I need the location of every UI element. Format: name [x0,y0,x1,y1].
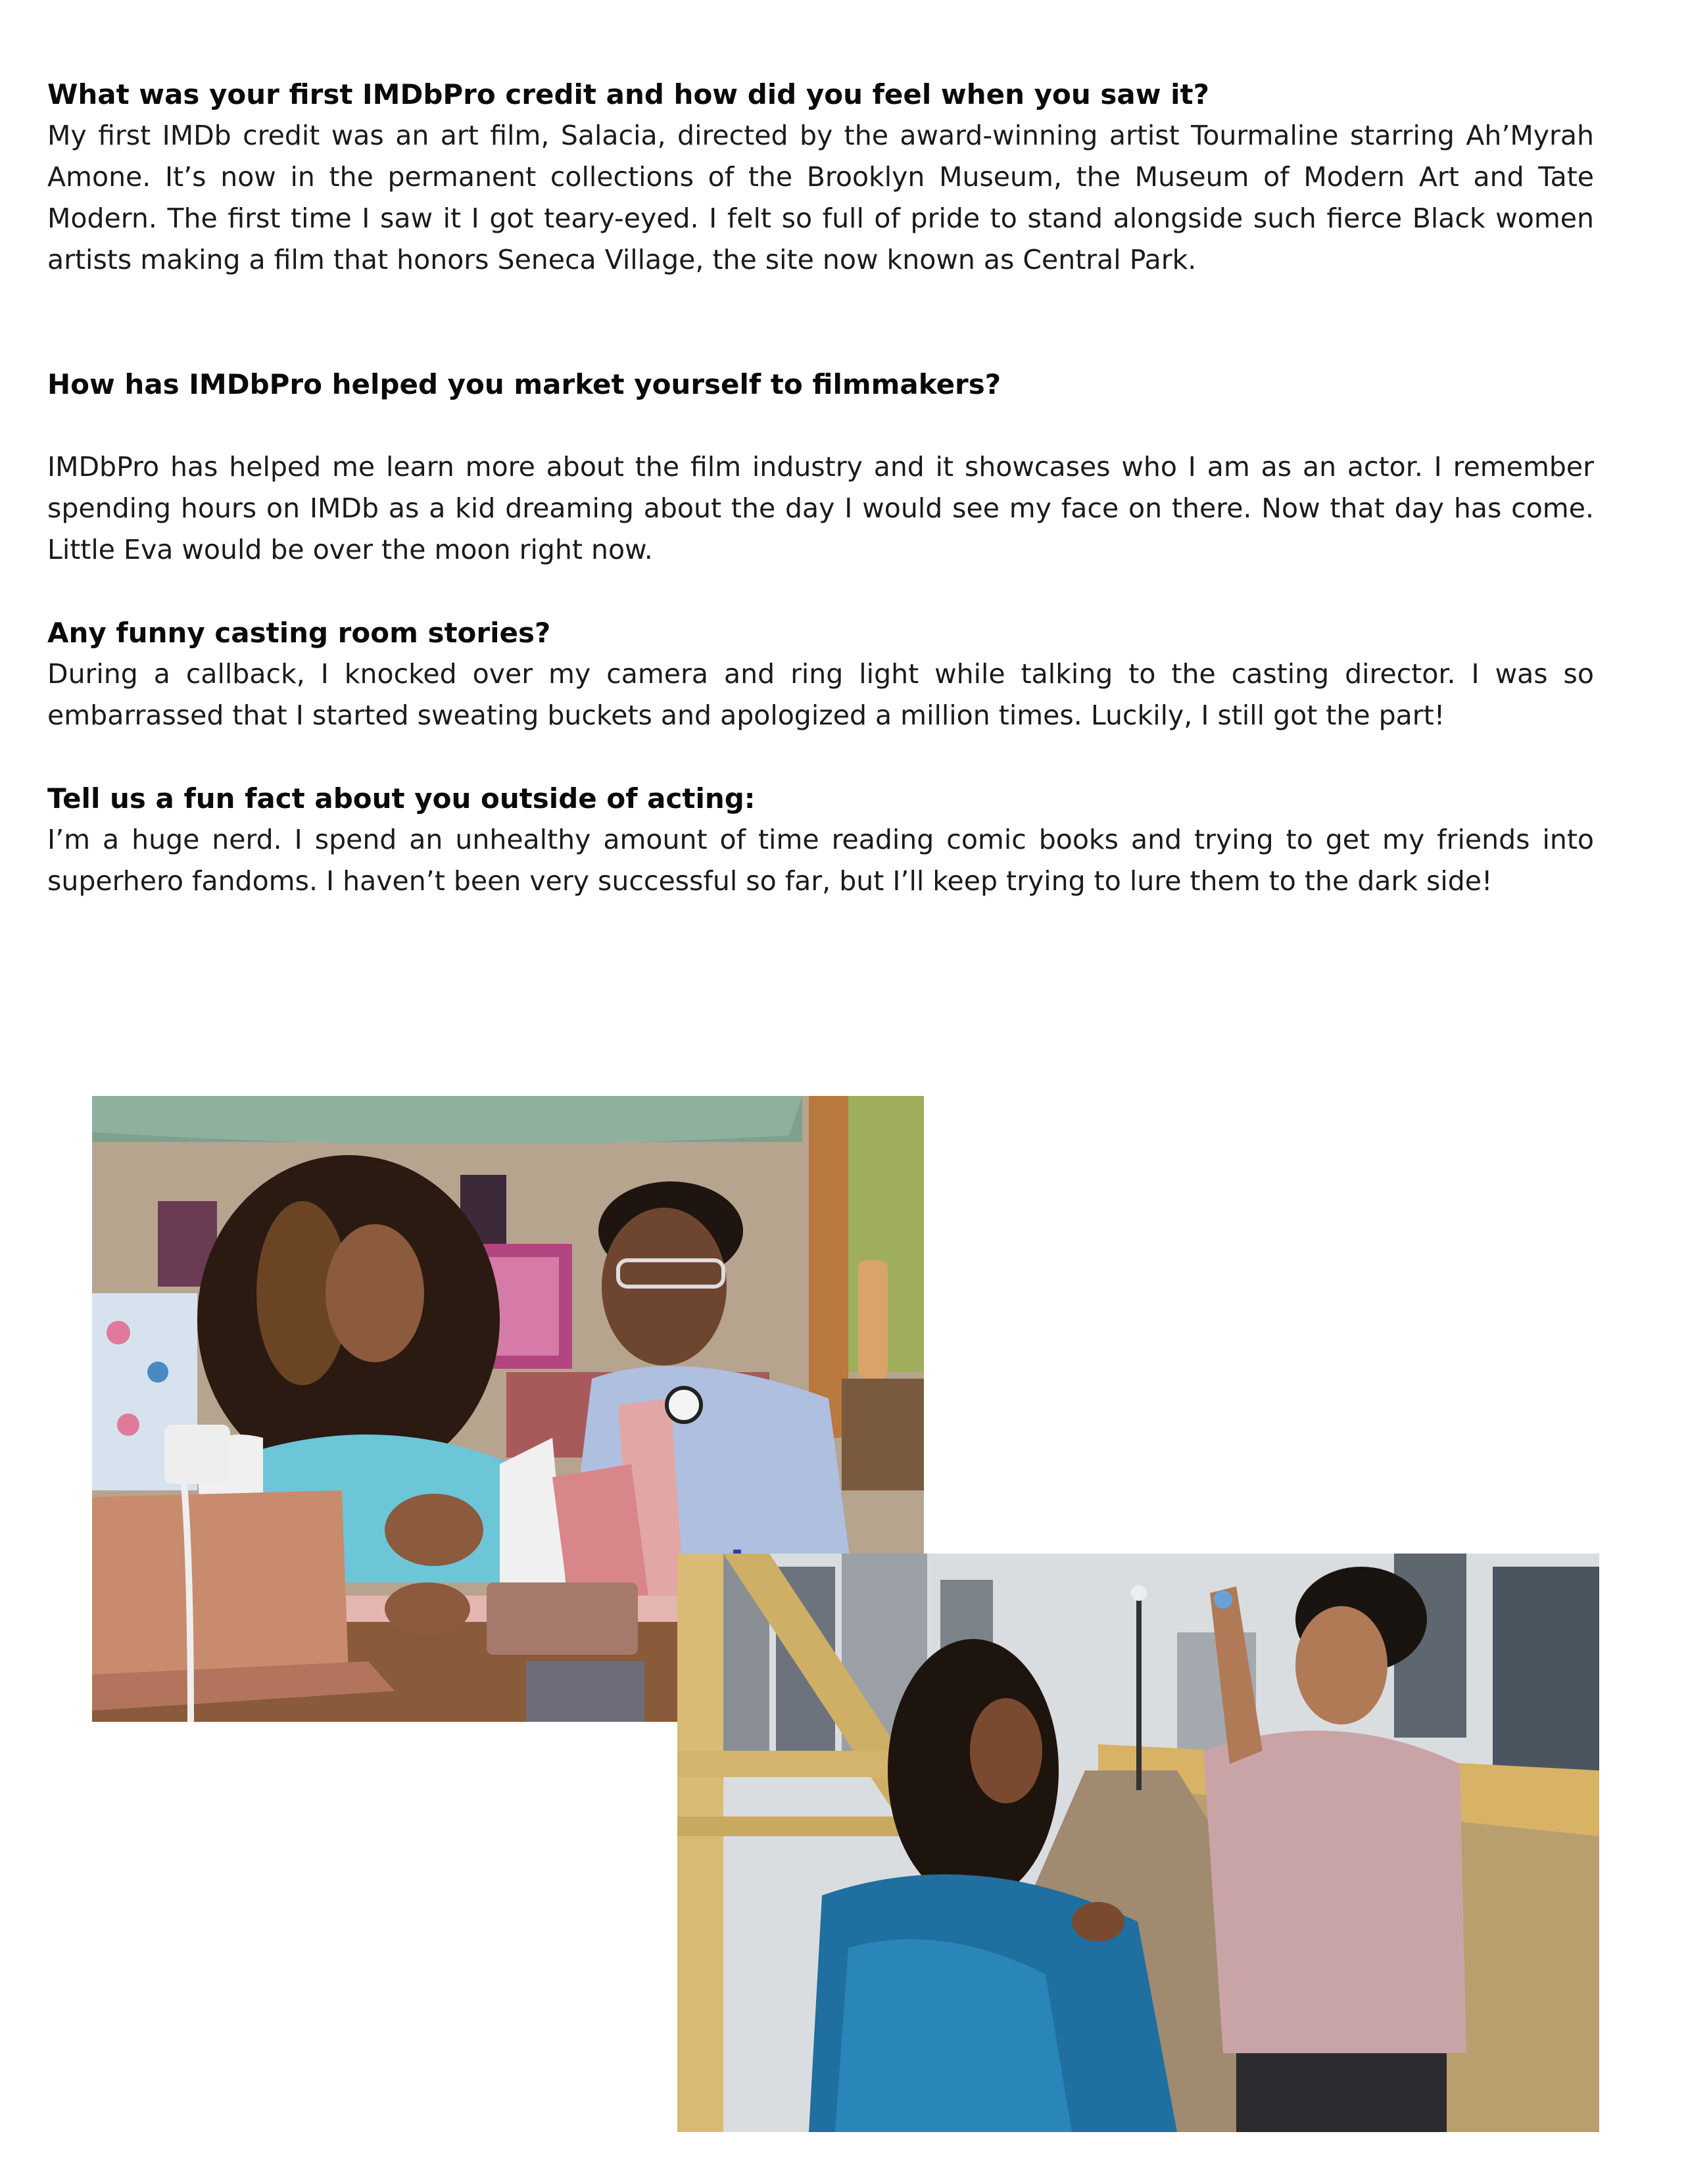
interview-body [47,74,1594,902]
spacer [47,405,1594,446]
question-first-credit: What was your first IMDbPro credit and how did you feel when you saw it? [47,78,1209,110]
bridge-scene-photo [677,1554,1599,2132]
question-casting-stories: Any funny casting room stories? [47,617,551,649]
spacer [47,571,1594,612]
answer-first-credit: My first IMDb credit was an art film, Salacia, directed by the award-winning artist Tourmaline starring Ah’Myrah Amone. It’s now in the permanent collections of the Brooklyn Museum, the Museum of Modern Art and Tate Modern. The first time I saw it I got teary-eyed. I felt so full of pride to stand alongside such fierce Black women artists making a film that honors Seneca Village, the site now known as Central Park. [47,120,1594,275]
spacer [47,736,1594,778]
answer-marketing: IMDbPro has helped me learn more about the film industry and it showcases who I am as an actor. I remember spending hours on IMDb as a kid dreaming about the day I would see my face on there. Now that day has come. Little Eva would be over the moon right now. [47,451,1594,565]
answer-casting-stories: During a callback, I knocked over my camera and ring light while talking to the casting director. I was so embarrassed that I started sweating buckets and apologized a million times. Luckily, I still got the part! [47,658,1594,731]
question-fun-fact: Tell us a fun fact about you outside of acting: [47,782,756,815]
question-marketing: How has IMDbPro helped you market yourself to filmmakers? [47,368,1001,400]
answer-fun-fact: I’m a huge nerd. I spend an unhealthy amount of time reading comic books and trying to get my friends into superhero fandoms. I haven’t been very successful so far, but I’ll keep trying to lure them to the dark side! [47,824,1594,897]
bridge-scene-illustration [677,1554,1599,2132]
spacer [47,281,1594,364]
